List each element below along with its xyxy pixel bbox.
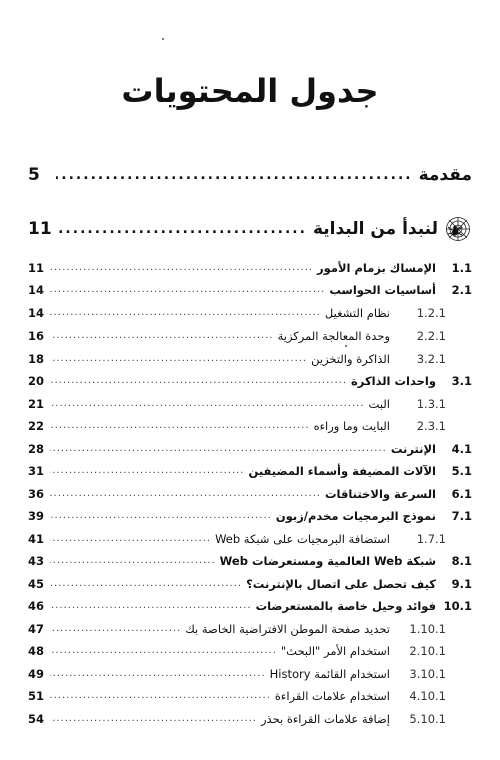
entry-label: واحدات الذاكرة (351, 374, 436, 388)
leader-dots (50, 484, 321, 504)
entry-number: 2.1 (451, 283, 472, 297)
leader-dots (50, 506, 272, 526)
leader-dots (58, 221, 307, 237)
leader-dots (50, 258, 313, 278)
toc-entry (28, 461, 472, 481)
toc-entry (28, 664, 472, 684)
entry-label: استخدام الأمر "البحث" (280, 644, 390, 658)
toc-entry (28, 371, 472, 391)
entry-number: 2.2.1 (416, 329, 446, 343)
toc-entry (28, 416, 472, 436)
entry-label: استضافة البرمجيات على شبكة Web (215, 532, 390, 546)
entry-label: الآلات المضيفة وأسماء المضيفين (248, 464, 436, 478)
toc-entry (28, 394, 472, 414)
entry-page-number: 11 (28, 261, 45, 275)
entry-page-number: 18 (28, 352, 45, 366)
entry-number: 7.1 (451, 509, 472, 523)
entry-number: 3.10.1 (409, 667, 446, 681)
toc-entry (28, 551, 472, 571)
toc-entry (28, 574, 472, 594)
chapter-label: لنبدأ من البداية (312, 219, 438, 239)
toc-entry (28, 280, 472, 300)
entry-page-number: 51 (28, 689, 45, 703)
entry-label: نموذج البرمجيات مخدم/زبون (275, 509, 436, 523)
entry-page-number: 16 (28, 329, 45, 343)
entry-label: شبكة Web العالمية ومستعرضات Web (219, 554, 436, 568)
entry-number: 1.1 (451, 261, 472, 275)
entry-page-number: 21 (28, 397, 45, 411)
entry-number: 1.2.1 (416, 306, 446, 320)
leader-dots (50, 596, 252, 616)
entry-page-number: 41 (28, 532, 45, 546)
entry-page-number: 43 (28, 554, 45, 568)
entry-label: استخدام علامات القراءة (274, 689, 390, 703)
entry-page-number: 54 (28, 712, 45, 726)
entry-page-number: 39 (28, 509, 45, 523)
leader-dots (50, 280, 325, 300)
entry-page-number: 31 (28, 464, 45, 478)
entry-number: 2.10.1 (409, 644, 446, 658)
leader-dots (50, 349, 307, 369)
entry-label: كيف تحصل على اتصال بالإنترنت؟ (246, 577, 436, 591)
toc-entry (28, 326, 472, 346)
toc-entry (28, 619, 472, 639)
entry-label: الذاكرة والتخزين (311, 352, 390, 366)
entry-label: وحدة المعالجة المركزية (277, 329, 390, 343)
toc-entry (28, 506, 472, 526)
spider-web-icon (444, 215, 472, 243)
toc-entry (28, 258, 472, 278)
entry-number: 1.7.1 (416, 532, 446, 546)
print-speck (162, 38, 164, 40)
entry-page-number: 46 (28, 599, 45, 613)
entry-number: 1.3.1 (416, 397, 446, 411)
entry-page-number: 20 (28, 374, 45, 388)
entry-label: فوائد وحيل خاصة بالمستعرضات (255, 599, 436, 613)
entry-number: 2.3.1 (416, 419, 446, 433)
entry-label: إضافة علامات القراءة بحذر (260, 712, 390, 726)
entry-label: نظام التشغيل (324, 306, 390, 320)
toc-entry (28, 596, 472, 616)
leader-dots (50, 326, 274, 346)
leader-dots (50, 664, 266, 684)
entry-label: السرعة والاختناقات (324, 487, 436, 501)
toc-entry (28, 439, 472, 459)
leader-dots (50, 619, 181, 639)
entry-label: الإنترنت (390, 442, 436, 456)
entry-number: 5.1 (451, 464, 472, 478)
entry-label: البت (368, 397, 390, 411)
entry-number: 5.10.1 (409, 712, 446, 726)
entry-page-number: 45 (28, 577, 45, 591)
leader-dots (50, 709, 257, 729)
entry-label: تحديد صفحة الموطن الافتراضية الخاصة بك (185, 622, 390, 636)
leader-dots (50, 394, 365, 414)
chapter-row-start (28, 214, 472, 244)
entry-number: 3.2.1 (416, 352, 446, 366)
entry-number: 6.1 (451, 487, 472, 501)
entry-page-number: 28 (28, 442, 45, 456)
entry-page-number: 14 (28, 306, 45, 320)
leader-dots (50, 461, 244, 481)
leader-dots (50, 529, 211, 549)
toc-entry (28, 349, 472, 369)
entry-page-number: 48 (28, 644, 45, 658)
entry-page-number: 22 (28, 419, 45, 433)
entry-number: 3.1 (451, 374, 472, 388)
page-title: جدول المحتويات (121, 72, 379, 110)
leader-dots (50, 574, 242, 594)
entry-page-number: 49 (28, 667, 45, 681)
entry-page-number: 14 (28, 283, 45, 297)
leader-dots (50, 371, 347, 391)
entry-label: البايت وما وراءه (313, 419, 390, 433)
leader-dots (50, 641, 277, 661)
entry-number: 10.1 (443, 599, 472, 613)
entry-page-number: 36 (28, 487, 45, 501)
entry-number: 4.1 (451, 442, 472, 456)
entry-number: 4.10.1 (409, 689, 446, 703)
chapter-page-number: 11 (28, 219, 52, 239)
leader-dots (50, 303, 321, 323)
leader-dots (50, 551, 216, 571)
entry-label: أساسيات الحواسب (329, 283, 436, 297)
leader-dots (50, 439, 387, 459)
entry-label: الإمساك بزمام الأمور (317, 261, 436, 275)
leader-dots (50, 686, 271, 706)
toc-entry (28, 529, 472, 549)
entry-number: 8.1 (451, 554, 472, 568)
entry-number: 1.10.1 (409, 622, 446, 636)
entry-label: استخدام القائمة History (269, 667, 390, 681)
toc-entry (28, 709, 472, 729)
toc-entry (28, 303, 472, 323)
leader-dots (56, 167, 413, 183)
chapter-label: مقدمة (418, 165, 472, 185)
entry-page-number: 47 (28, 622, 45, 636)
chapter-page-number: 5 (28, 165, 40, 185)
toc-entry (28, 686, 472, 706)
leader-dots (50, 416, 310, 436)
chapter-row-intro (28, 160, 472, 190)
toc-entry (28, 641, 472, 661)
entry-number: 9.1 (451, 577, 472, 591)
toc-entry (28, 484, 472, 504)
